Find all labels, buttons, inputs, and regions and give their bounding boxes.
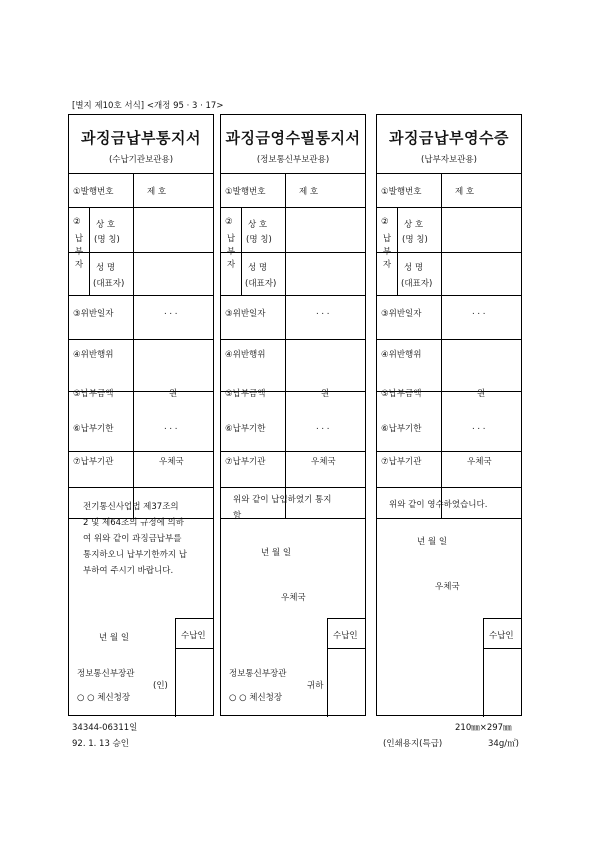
stamp-box-line (175, 648, 213, 649)
label-issue-val: 제 호 (147, 187, 167, 197)
form-panel-3 (376, 114, 522, 716)
sign-director: ○ ○ 체신청장 (229, 693, 283, 703)
row-divider (221, 487, 365, 488)
label-deadline: ⑥납부기한 (73, 424, 114, 434)
stamp-box-line (175, 618, 176, 717)
row-divider (221, 173, 365, 174)
payer-number: ② (225, 217, 233, 227)
label-person-name-1: 성 명 (404, 263, 424, 273)
row-divider (69, 451, 213, 452)
label-date-dots: . . . (316, 422, 330, 432)
label-post-office: 우체국 (467, 457, 492, 467)
body-line: 위와 같이 납입하였기 통지 (233, 495, 332, 505)
label-trade-name-2: (명 칭) (94, 235, 120, 245)
label-won: 원 (169, 389, 178, 399)
label-issue-no: ①발행번호 (381, 187, 422, 197)
stamp-box-line (327, 618, 365, 619)
date-line: 년 월 일 (261, 548, 292, 558)
label-post-office: 우체국 (159, 457, 184, 467)
payer-row-divider (89, 252, 213, 253)
label-violation-act: ④위반행위 (225, 350, 266, 360)
column-divider (133, 173, 134, 518)
label-person-name-1: 성 명 (96, 263, 116, 273)
label-trade-name-1: 상 호 (248, 220, 268, 230)
form-body (83, 499, 209, 579)
label-date-dots: . . . (316, 307, 330, 317)
receipt-stamp-label: 수납인 (181, 631, 206, 641)
label-deadline: ⑥납부기한 (381, 424, 422, 434)
stamp-box-line (175, 618, 213, 619)
label-won: 원 (477, 389, 486, 399)
label-amount: ⑤납부금액 (225, 389, 266, 399)
sign-director: ○ ○ 체신청장 (77, 693, 131, 703)
paper-size: 210㎜×297㎜ (455, 723, 512, 733)
form-title: 과징금영수필통지서 (225, 129, 361, 147)
row-divider (69, 207, 213, 208)
seal-mark: (인) (153, 681, 168, 691)
label-issue-no: ①발행번호 (73, 187, 114, 197)
date-line: 년 월 일 (417, 537, 448, 547)
sign-minister: 정보통신부장관 (229, 669, 287, 679)
label-issue-val: 제 호 (455, 187, 475, 197)
form-code: 34344-06311일 (72, 723, 138, 733)
row-divider (69, 487, 213, 488)
stamp-box-line (327, 618, 328, 717)
addressee-suffix: 귀하 (307, 681, 324, 691)
form-body (233, 492, 359, 524)
body-line: 전기통신사업법 제37조의 (83, 502, 179, 512)
office-line: 우체국 (435, 582, 460, 592)
row-divider (377, 487, 521, 488)
body-line: 여 위와 같이 과징금납부를 (83, 534, 182, 544)
label-amount: ⑤납부금액 (381, 389, 422, 399)
paper-spec: (인쇄용지(특급) (383, 739, 443, 749)
label-date-dots: . . . (472, 307, 486, 317)
row-divider (377, 451, 521, 452)
row-divider (69, 339, 213, 340)
label-person-name-2: (대표자) (401, 279, 433, 289)
label-date-dots: . . . (164, 422, 178, 432)
row-divider (377, 295, 521, 296)
date-line: 년 월 일 (99, 633, 130, 643)
payer-divider (241, 207, 242, 295)
label-date-dots: . . . (472, 422, 486, 432)
row-divider (377, 207, 521, 208)
body-line: 2 및 제64조의 규정에 의하 (83, 518, 184, 528)
label-amount: ⑤납부금액 (73, 389, 114, 399)
row-divider (377, 173, 521, 174)
label-trade-name-1: 상 호 (96, 220, 116, 230)
receipt-stamp-label: 수납인 (489, 631, 514, 641)
label-agency: ⑦납부기관 (73, 457, 114, 467)
label-agency: ⑦납부기관 (381, 457, 422, 467)
label-post-office: 우체국 (311, 457, 336, 467)
form-panel-2 (220, 114, 366, 716)
label-violation-date: ③위반일자 (73, 309, 114, 319)
label-person-name-2: (대표자) (245, 279, 277, 289)
label-deadline: ⑥납부기한 (225, 424, 266, 434)
payer-label: 납부자 (74, 234, 84, 270)
row-divider (221, 451, 365, 452)
label-person-name-2: (대표자) (93, 279, 125, 289)
approval-date: 92. 1. 13 승인 (72, 739, 129, 749)
payer-label: 납부자 (226, 234, 236, 270)
payer-number: ② (73, 217, 81, 227)
receipt-stamp-label: 수납인 (333, 631, 358, 641)
row-divider (221, 339, 365, 340)
row-divider (69, 173, 213, 174)
form-title: 과징금납부통지서 (81, 129, 201, 147)
form-panel-1 (68, 114, 214, 716)
payer-number: ② (381, 217, 389, 227)
label-violation-date: ③위반일자 (225, 309, 266, 319)
payer-row-divider (241, 252, 365, 253)
stamp-box-line (483, 618, 521, 619)
label-trade-name-2: (명 칭) (246, 235, 272, 245)
row-divider (377, 518, 521, 519)
label-won: 원 (321, 389, 330, 399)
body-line: 함 (233, 511, 242, 521)
column-divider (285, 173, 286, 518)
label-person-name-1: 성 명 (248, 263, 268, 273)
label-date-dots: . . . (164, 307, 178, 317)
payer-row-divider (397, 252, 521, 253)
row-divider (221, 295, 365, 296)
body-line: 부하여 주시기 바랍니다. (83, 566, 174, 576)
form-header: [별지 제10호 서식] <개정 95 · 3 · 17> (72, 101, 224, 111)
stamp-box-line (483, 618, 484, 717)
body-line: 위와 같이 영수하였습니다. (389, 500, 488, 510)
paper-weight: 34g/㎡) (488, 739, 519, 749)
form-subtitle: (납부자보관용) (421, 155, 477, 165)
column-divider (441, 173, 442, 518)
label-violation-date: ③위반일자 (381, 309, 422, 319)
form-title: 과징금납부영수증 (389, 129, 509, 147)
label-issue-val: 제 호 (299, 187, 319, 197)
label-trade-name-2: (명 칭) (402, 235, 428, 245)
label-trade-name-1: 상 호 (404, 220, 424, 230)
stamp-box-line (483, 648, 521, 649)
label-agency: ⑦납부기관 (225, 457, 266, 467)
sign-minister: 정보통신부장관 (77, 669, 135, 679)
form-subtitle: (수납기관보관용) (108, 155, 174, 165)
payer-label: 납부자 (382, 234, 392, 270)
form-body (389, 497, 515, 513)
office-line: 우체국 (281, 593, 306, 603)
row-divider (69, 295, 213, 296)
payer-divider (397, 207, 398, 295)
stamp-box-line (327, 648, 365, 649)
label-violation-act: ④위반행위 (73, 350, 114, 360)
row-divider (221, 207, 365, 208)
payer-divider (89, 207, 90, 295)
row-divider (377, 339, 521, 340)
form-subtitle: (정보통신부보관용) (256, 155, 330, 165)
body-line: 통지하오니 납부기한까지 납 (83, 550, 187, 560)
label-issue-no: ①발행번호 (225, 187, 266, 197)
label-violation-act: ④위반행위 (381, 350, 422, 360)
